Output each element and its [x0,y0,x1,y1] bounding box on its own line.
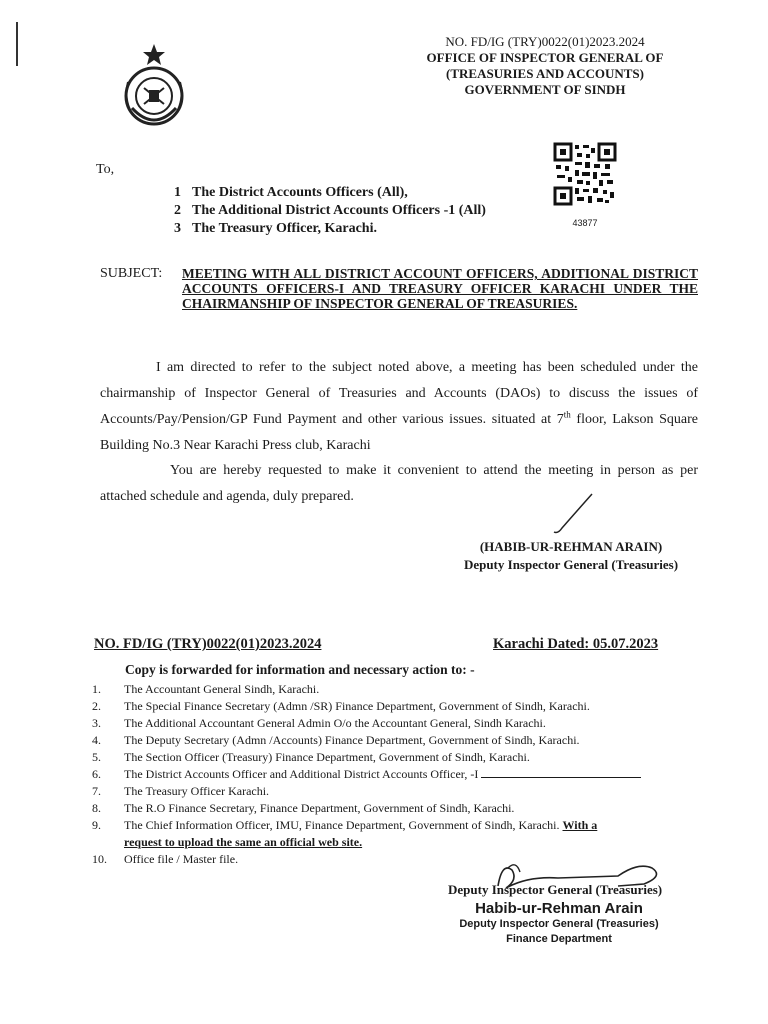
list-item-continuation [92,834,641,851]
list-item: 7. The Treasury Officer Karachi. [92,784,270,798]
signature-mark [550,490,600,538]
upload-request-text-2: request to upload the same an official web site. [124,835,363,849]
to-label: To, [96,162,115,177]
list-item: 9. The Chief Information Officer, IMU, Finance Department, Government of Sindh, Karachi. With a [92,818,598,832]
subject-text: MEETING WITH ALL DISTRICT ACCOUNT OFFICERS, ADDITIONAL DISTRICT ACCOUNTS OFFICERS-I AND TREASURY OFFICER KARACHI UNDER THE CHAIRMANSHIP OF INSPECTOR GENERAL OF TREASURIES. [182,266,698,311]
signatory-title: Deputy Inspector General (Treasuries) [463,557,679,572]
header-office-line-2: (TREASURIES AND ACCOUNTS) [446,66,644,81]
office-header [400,34,690,98]
forward-ref-no: NO. FD/IG (TRY)0022(01)2023.2024 [94,636,322,652]
list-item: 8. The R.O Finance Secretary, Finance Department, Government of Sindh, Karachi. [92,801,515,815]
recipient-list [174,184,486,238]
stamp-department: Finance Department [506,933,612,945]
body-paragraph-2: You are hereby requested to make it convenient to attend the meeting in person as per attached schedule and agenda, duly prepared. [100,463,698,504]
subject-label: SUBJECT: [100,266,163,281]
header-office-line-1: OFFICE OF INSPECTOR GENERAL OF [426,50,664,65]
qr-code-icon [553,142,617,206]
list-item: 5. The Section Officer (Treasury) Finance Department, Government of Sindh, Karachi. [92,750,530,764]
recipient-item: 1 The District Accounts Officers (All), [174,185,408,200]
signatory-name: (HABIB-UR-REHMAN ARAIN) [479,539,663,554]
header-office-line-3: GOVERNMENT OF SINDH [464,82,626,97]
list-item: 6. The District Accounts Officer and Additional District Accounts Officer, -I [92,766,641,783]
list-item: 4. The Deputy Secretary (Admn /Accounts) Finance Department, Government of Sindh, Karachi. [92,733,580,747]
upload-request-text: With a [562,818,598,832]
list-item: 1. The Accountant General Sindh, Karachi. [92,682,320,696]
copy-list [92,681,641,868]
body-paragraph-1: I am directed to refer to the subject noted above, a meeting has been scheduled under the chairmanship of Inspector General of Treasuries and Accounts (DAOs) to discuss the issues of Accounts/Pay/Pension/GP Fund Payment and other various issues. situated at 7th floor, Lakson Square Building No.3 Near Karachi Press club, Karachi [100,360,698,453]
forward-date: Karachi Dated: 05.07.2023 [493,636,659,652]
official-stamp [448,900,670,946]
signatory-block [440,538,702,574]
signature-title: Deputy Inspector General (Treasuries) [448,882,663,897]
list-item: 3. The Additional Accountant General Admin O/o the Accountant General, Sindh Karachi. [92,716,546,730]
scan-margin-mark [16,22,18,66]
copy-heading: Copy is forwarded for information and necessary action to: - [125,662,475,677]
qr-number: 43877 [572,218,598,228]
header-ref-no: NO. FD/IG (TRY)0022(01)2023.2024 [445,34,645,49]
list-item: 2. The Special Finance Secretary (Admn /SR) Finance Department, Government of Sindh, Karachi. [92,699,590,713]
stamp-name: Habib-ur-Rehman Arain [475,900,643,917]
sindh-government-emblem [118,42,190,130]
recipient-item: 3 The Treasury Officer, Karachi. [174,221,377,236]
recipient-item: 2 The Additional District Accounts Officers -1 (All) [174,203,486,218]
stamp-title: Deputy Inspector General (Treasuries) [459,918,659,930]
fill-in-blank [481,766,641,778]
qr-code-block [543,138,627,230]
signature-stamp-block [448,856,710,966]
list-item: 10. Office file / Master file. [92,852,239,866]
